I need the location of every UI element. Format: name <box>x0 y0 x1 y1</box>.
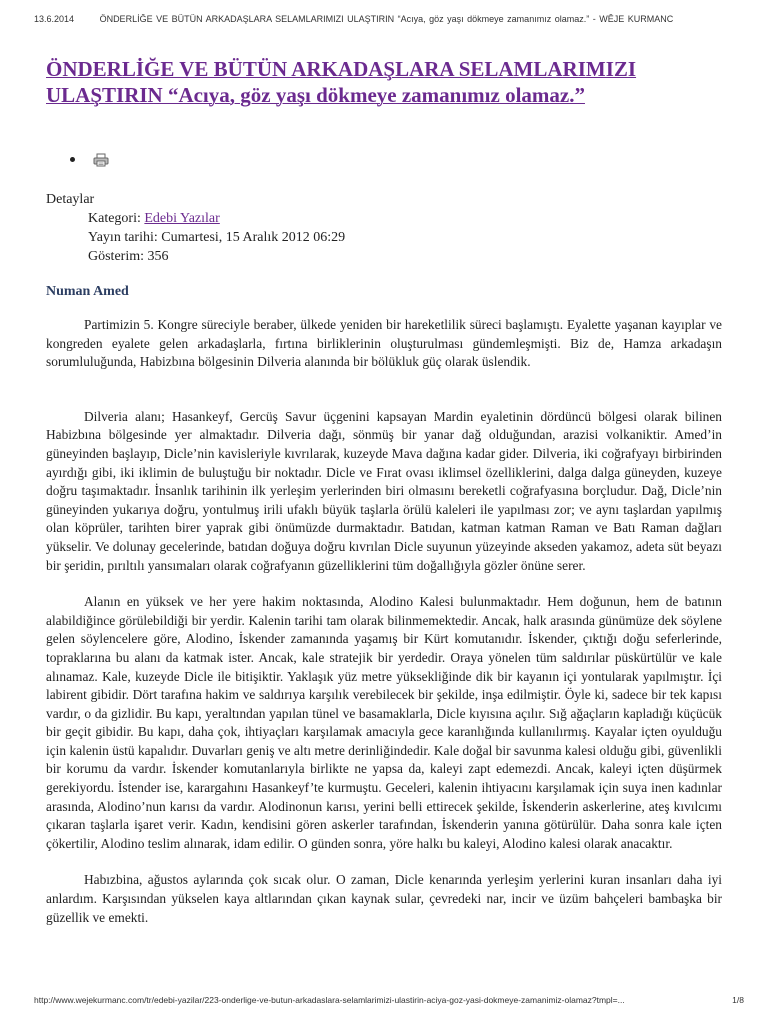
view-count: Gösterim: 356 <box>88 249 169 264</box>
print-page-title: ÖNDERLİĞE VE BÜTÜN ARKADAŞLARA SELAMLARIMIZI ULAŞTIRIN “Acıya, göz yaşı dökmeye zamanımız olamaz.” - WÊJE KURMANC <box>99 14 674 24</box>
published-date: Yayın tarihi: Cumartesi, 15 Aralık 2012 06:29 <box>88 230 346 245</box>
paragraph: Partimizin 5. Kongre süreciyle beraber, ülkede yeniden bir hareketlilik süreci başlamıştı. Eyalette yaşanan kayıplar ve kongreden eyalete gelen arkadaşlarla, fırtına birliklerinin oluşturulması gündemleşmişti. Biz de, Hamza arkadaşın sorumluluğunda, Habizbına bölgesinin Dilveria alanında bir bölükluk güç olarak üslendik. <box>46 317 722 370</box>
print-footer <box>34 995 744 1005</box>
article-title[interactable]: ÖNDERLİĞE VE BÜTÜN ARKADAŞLARA SELAMLARIMIZI ULAŞTIRIN “Acıya, göz yaşı dökmeye zamanımız olamaz.” <box>46 57 637 107</box>
category-label: Kategori: <box>88 211 145 226</box>
article-details <box>46 190 345 266</box>
page-number: 1/8 <box>732 995 744 1005</box>
category-row <box>46 209 345 228</box>
printer-icon[interactable] <box>93 153 109 167</box>
details-label: Detaylar <box>46 192 95 207</box>
category-link[interactable]: Edebi Yazılar <box>144 211 220 226</box>
print-date: 13.6.2014 <box>34 14 75 24</box>
paragraph: Dilveria alanı; Hasankeyf, Gercüş Savur üçgenini kapsayan Mardin eyaletinin dördüncü bölgesi olarak bilinen Habizbına bölgesinde yer almaktadır. Dilveria dağı, sönmüş bir yanar dağ olduğundan, arazisi volkaniktir. Amed’in güneyinden başlayıp, Dicle’nin kavisleriyle kıvrılarak, kuzeyde Mava dağına kadar gider. Dilveria, iki coğrafyayı birbirinden ayırdığı gibi, iki iklimin de buluştuğu bir noktadır. Dicle ve Fırat ovası iklimsel özelliklerini, dalga dalga güneyden, kuzeye doğru taşımaktadır. İnsanlık tarihinin ilk yerleşim yerlerinden biri olmasını bereketli coğrafyasına borçludur. Dağ, Dicle’nin güneyinden yukarıya doğru, yontulmuş irili ufaklı büyük taşlarla örülü kaleleri ile yapılması zor; ve aynı taşlardan yapılmış olan köprüler, tarihten birer yaprak gibi önümüzde durmaktadır. Batıdan, katman katman Raman ve Batı Raman dağları yükselir. Ve dolunay gecelerinde, batıdan doğuya doğru kıvrılan Dicle suyunun yüzeyinde akseden yakamoz, adeta süt beyazı bir şeridin, pırıltılı yansımaları olarak coğrafyanın güzelliklerini tüm doğallığıyla gözler önüne serer. <box>46 408 722 573</box>
list-bullet <box>70 157 75 162</box>
author-name: Numan Amed <box>46 284 129 299</box>
article-body <box>46 316 722 945</box>
paragraph: Alanın en yüksek ve her yere hakim noktasında, Alodino Kalesi bulunmaktadır. Hem doğunun, hem de batının alabildiğince görülebildiği bir yerdir. Kalenin tarihi tam olarak bilinmemektedir. Ancak, halk arasında günümüze dek söylene gelen söylencelere göre, Alodino, İskender zamanında yaşamış bir Kürt komutanıdır. İskender, çıktığı doğu seferlerinde, topraklarına bu alanı da katmak ister. Ancak, kale stratejik bir yerdedir. Oraya yönelen tüm saldırılar püskürtülür ve kale alınamaz. Kale, kuzeyde Dicle ile bitişiktir. Yaklaşık yüz metre yüksekliğinde dik bir kayanın içi yontularak yapılmıştır. İçi labirent gibidir. Dört tarafına hakim ve saldırıya karşılık verebilecek bir şekilde, inşa edilmiştir. Öyle ki, sadece bir tek kapısı vardır, o da gizlidir. Bu kapı, yeraltından yapılan tünel ve basamaklarla, Dicle kıyısına açılır. Sığ ağaçların kapladığı küçücük bir geçit gibidir. Bu kapı, daha çok, ihtiyaçları karşılamak amacıyla gece karanlığında kullanılırmış. Kayalar içten oyulduğu için kalenin üstü kapalıdır. Duvarları geniş ve altı metre derinliğindedir. Kale doğal bir savunma kalesi olduğu gibi, güvenlikli bir korumu da vardır. İskender komutanlarıyla birlikte ne yapsa da, kaleyi zapt edemezdi. Ancak, kaleyi içten düşürmek gerekiyordu. İstender ise, karargahını Hasankeyf’te kurmuştu. Geceleri, kalenin ihtiyacını karşılamak için suya inen kadınlar arasında, Alodino’nun karısı da vardır. Alodinonun karısı, yerini belli ettirecek şekilde, İskenderin askerlerine, ateş kıvılcımı çıkaran taşlarla işaret verir. Kadın, kendisini gören askerler tarafından, İskenderin yanına götürülür. Daha sonra kale içten çökertilir, Alodino teslim alınarak, idam edilir. O günden sonra, yöre halkı bu kaleyi, Alodino kalesi olarak anacaktır. <box>46 594 722 851</box>
paragraph: Habızbina, ağustos aylarında çok sıcak olur. O zaman, Dicle kenarında yerleşim yerlerini kuran insanları daha iyi anlardım. Karşısından yükselen kaya altlarından çıkan kaynak sular, çevredeki nar, incir ve üzüm bahçeleri bambaşka bir güzellik ve emekti. <box>46 872 722 925</box>
print-header <box>34 14 748 24</box>
article-icons <box>70 152 109 168</box>
page-url: http://www.wejekurmanc.com/tr/edebi-yazilar/223-onderlige-ve-butun-arkadaslara-selamlarimizi-ulastirin-aciya-goz-yasi-dokmeye-zamanimiz-olamaz?tmpl=... <box>34 995 625 1005</box>
